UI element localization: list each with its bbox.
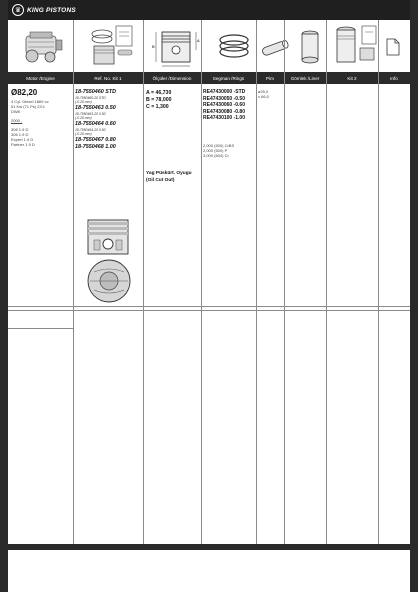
pin-cell [258,89,284,99]
crown-icon: ♛ [12,4,24,16]
engine-application: Partner 1.9 D [11,142,35,147]
oil-cut-title: Yag Püskürt. Oyugu [146,171,192,176]
piston-pin-icon [258,36,292,60]
header-kit2: Kit 2 [347,75,357,81]
ref-sub-number: 18-7550464-20 0.60 [75,128,106,132]
header-engine: Motor /Engine [26,75,55,81]
engine-application: 306 1.9 D [11,132,29,137]
dimension-b: B = 78,000 [146,97,172,103]
brand-bar [8,0,410,20]
brand-name: KING PISTONS [27,6,76,14]
column-divider [73,20,74,544]
piston-rings-icon [214,32,254,62]
column-header-row [8,72,410,84]
ref-sub-number: 18-7550463-20 0.50 [75,112,106,116]
dimension-a: A = 46,730 [146,90,172,96]
header-dimension: Ölçüler /Dimension [152,75,192,81]
engine-application: 306 1.9 D [11,127,29,132]
column-divider [284,20,285,544]
ring-number[interactable]: RE47430080 -0.80 [203,108,245,115]
ref-sub-number: 18-7550460-20 STD [75,96,106,100]
ref-kit1-cell [75,89,143,151]
row-divider [8,306,410,307]
column-divider [143,20,144,544]
engine-year: 2000 - [11,118,23,123]
oil-cut-note [146,170,202,184]
ref-number[interactable]: 18-7550468 1.00 [75,144,116,150]
ring-spec: 3,000 (604) Cr [203,153,229,158]
row-divider [8,328,73,329]
pin-length: x 66,0 [258,94,269,99]
ring-number[interactable]: RE47430050 -0.50 [203,95,245,102]
engine-description [11,99,71,114]
column-divider [378,20,379,544]
header-liner: Gömlek /Liner [290,75,320,81]
cylinder-liner-icon [298,30,322,66]
left-border [0,0,8,592]
engine-cell [11,88,71,147]
ref-number[interactable]: 18-7550467 0.80 [75,137,116,143]
ref-number[interactable]: 18-7550464 0.60 [75,121,116,127]
ref-number[interactable]: 18-7550463 0.50 [75,105,116,111]
ring-spec: 2,000 (500) P [203,148,228,153]
ring-number[interactable]: RE47430060 -0.60 [203,102,245,108]
liner-kit-icon [332,24,378,68]
ring-specs [203,143,257,158]
svg-text:A: A [197,38,200,43]
product-image-row [8,20,410,73]
piston-side-view-icon [84,218,132,256]
ring-number[interactable]: RE47430100 -1.00 [203,115,245,121]
header-info: Info [390,75,398,81]
page-footer [8,544,410,592]
row-divider [8,310,410,311]
header-rings: Segman /Rings [212,75,245,81]
header-ref-kit1: Ref. No. Kit 1 [94,75,122,81]
piston-dimension-diagram-icon [150,26,202,68]
ref-number[interactable]: 18-7550460 STD [75,89,117,95]
right-border [410,0,418,592]
engine-diameter: Ø82,20 [11,88,38,97]
engine-application: Expert 1.9 D [11,137,34,142]
dimension-c: C = 1,300 [146,104,169,110]
column-divider [326,20,327,544]
piston-kit-icon [88,24,136,68]
brand-logo [12,3,76,17]
header-pin: Pim [266,75,274,81]
oil-cut-subtitle: (Oil Cut Out) [146,178,175,183]
engine-desc-line: DW8 [11,109,20,114]
engine-desc-line: 51 Kw (71 Ps) 23:1 [11,104,46,109]
ref-sub-note: (-0.20 mm) [75,116,92,120]
rings-cell [203,89,257,122]
ring-spec: 2,000 (500) CrBS [203,143,235,148]
dimension-cell [146,90,200,111]
ref-sub-note: (-0.20 mm) [75,100,92,104]
svg-text:B: B [152,44,155,49]
column-divider [201,20,202,544]
engine-applications [11,118,71,147]
ring-number[interactable]: RE47430000 -STD [203,89,246,95]
ref-sub-note: (-0.20 mm) [75,132,92,136]
piston-top-view-icon [86,258,132,304]
engine-illustration-icon [20,28,64,66]
engine-desc-line: 4 Cyl. Diesel 1869 cc [11,99,49,104]
pin-diameter: ø25,0 [258,89,269,94]
document-icon [386,38,400,56]
